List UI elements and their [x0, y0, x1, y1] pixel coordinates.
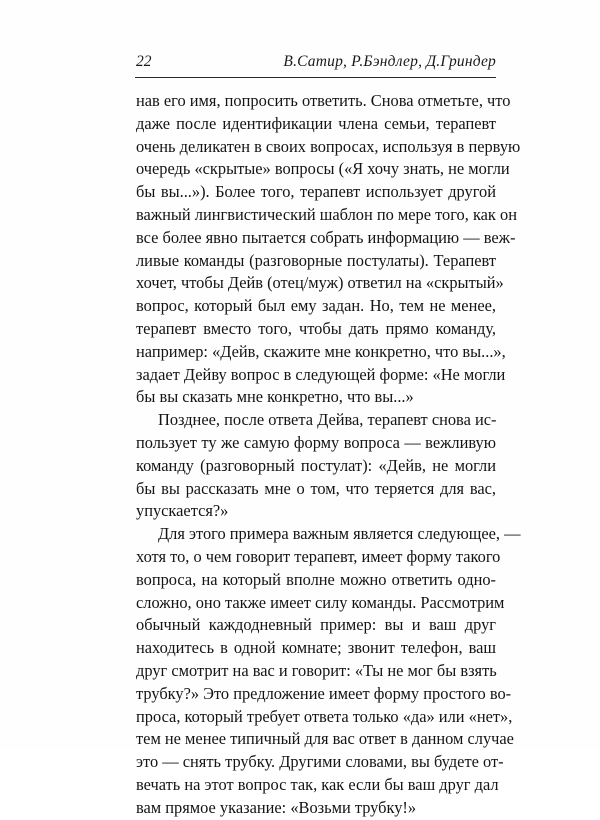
text-line: бы вы сказать мне конкретно, что вы...»: [136, 387, 414, 407]
text-line: Позднее, после ответа Дейва, терапевт снова ис-: [158, 410, 497, 430]
text-line: важный лингвистический шаблон по мере того, как он: [136, 204, 517, 224]
text-line: терапевт вместо того, чтобы дать прямо команду,: [136, 318, 496, 338]
text-line: все более явно пытается собрать информацию — веж-: [136, 227, 516, 247]
text-line: даже после идентификации члена семьи, терапевт: [136, 113, 496, 133]
running-head-authors: В.Сатир, Р.Бэндлер, Д.Гриндер: [283, 53, 496, 70]
text-line: очень деликатен в своих вопросах, используя в первую: [136, 136, 521, 156]
running-head: [136, 51, 496, 73]
text-line: тем не менее типичный для вас ответ в данном случае: [136, 729, 514, 749]
text-line: нав его имя, попросить ответить. Снова отметьте, что: [136, 91, 511, 110]
text-line: сложно, оно также имеет силу команды. Рассмотрим: [136, 592, 505, 612]
text-line: бы вы...»). Более того, терапевт использует другой: [136, 182, 496, 202]
text-line: хотя то, о чем говорит терапевт, имеет форму такого: [136, 546, 501, 566]
text-line: вечать на этот вопрос так, как если бы ваш друг дал: [136, 774, 499, 794]
header-rule: [135, 77, 496, 78]
text-line: вопрос, который был ему задан. Но, тем не менее,: [136, 296, 496, 316]
text-line: это — снять трубку. Другими словами, вы будете от-: [136, 752, 504, 772]
body-text: [136, 90, 521, 820]
text-line: вам прямое указание: «Возьми трубку!»: [136, 797, 417, 817]
text-line: находитесь в одной комнате; звонит телефон, ваш: [136, 638, 496, 658]
text-line: команду (разговорный постулат): «Дейв, не могли: [136, 455, 496, 475]
text-line: ливые команды (разговорные постулаты). Терапевт: [136, 250, 496, 270]
text-line: хочет, чтобы Дейв (отец/муж) ответил на «скрытый»: [136, 273, 504, 293]
text-line: например: «Дейв, скажите мне конкретно, что вы...»,: [136, 341, 506, 361]
text-line: проса, который требует ответа только «да» или «нет»,: [136, 706, 513, 726]
text-line: трубку?» Это предложение имеет форму простого во-: [136, 683, 512, 703]
text-line: очередь «скрытые» вопросы («Я хочу знать, не могли: [136, 159, 510, 179]
text-line: Для этого примера важным является следующее, —: [158, 524, 521, 544]
text-line: вопроса, на который вполне можно ответить одно-: [136, 569, 496, 589]
text-line: обычный каждодневный пример: вы и ваш друг: [136, 615, 496, 635]
text-line: друг смотрит на вас и говорит: «Ты не мог бы взять: [136, 660, 497, 680]
text-line: пользует ту же самую форму вопроса — вежливую: [136, 432, 496, 452]
text-line: задает Дейву вопрос в следующей форме: «Не могли: [136, 364, 506, 384]
text-line: упускается?»: [136, 501, 229, 521]
text-line: бы вы рассказать мне о том, что теряется для вас,: [136, 478, 496, 498]
page-number: 22: [136, 53, 152, 70]
